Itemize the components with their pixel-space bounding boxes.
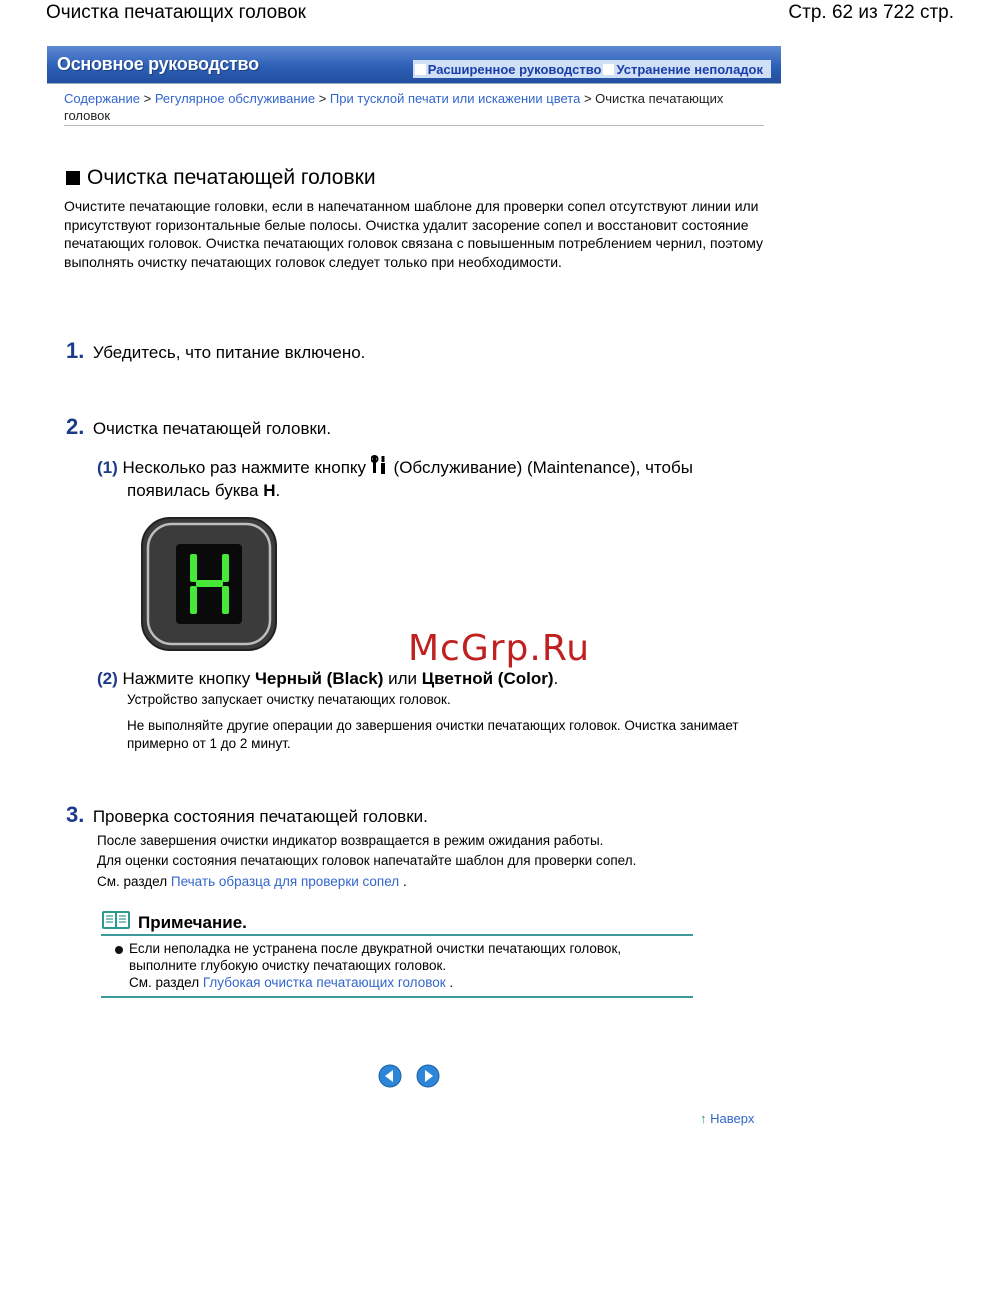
breadcrumb-current: Очистка печатающих головок (64, 91, 724, 123)
page-number: Стр. 62 из 722 стр. (788, 2, 954, 23)
reference-end: . (402, 874, 407, 889)
next-page-icon[interactable] (416, 1064, 440, 1088)
advanced-guide-link[interactable]: Расширенное руководство (427, 61, 602, 77)
letter-h: H (263, 481, 276, 500)
nozzle-check-link[interactable]: Печать образца для проверки сопел (170, 874, 400, 889)
book-icon (101, 909, 131, 931)
substep-text: Нажмите кнопку (122, 669, 251, 688)
breadcrumb (64, 90, 764, 124)
substep-text: Несколько раз нажмите кнопку (122, 458, 367, 477)
section-heading (66, 166, 376, 190)
troubleshooting-link[interactable]: Устранение неполадок (616, 61, 763, 77)
reference-prefix: См. раздел (129, 975, 200, 990)
substep-text: или (388, 669, 418, 688)
step-3-line: Для оценки состояния печатающих головок напечатайте шаблон для проверки сопел. (97, 853, 637, 868)
substep-2-result: Устройство запускает очистку печатающих головок. (127, 692, 451, 707)
note-title: Примечание. (138, 913, 247, 932)
display-character (140, 516, 141, 517)
square-bullet-icon (66, 171, 80, 185)
reference-prefix: См. раздел (97, 874, 168, 889)
step-text: Убедитесь, что питание включено. (92, 343, 366, 362)
step-3-reference (97, 873, 777, 891)
substep-1 (97, 455, 777, 502)
bullet-icon (115, 946, 123, 954)
reference-end: . (449, 975, 454, 990)
led-display (140, 516, 278, 652)
page-title: Очистка печатающих головок (46, 2, 306, 23)
note-text: Если неполадка не устранена после двукратной очистки печатающих головок, выполните глубокую очистку печатающих головок. (129, 941, 622, 973)
led-display-illustration (140, 516, 278, 652)
banner-title: Основное руководство (57, 54, 259, 74)
black-button-label: Черный (Black) (254, 669, 384, 688)
substep-text: появилась буква (127, 481, 259, 500)
substep-end: . (275, 481, 281, 500)
step-number: 1. (66, 338, 85, 363)
breadcrumb-separator: > (315, 91, 330, 106)
substep-end: . (553, 669, 559, 688)
substep-2 (97, 669, 777, 689)
substep-2-warning: Не выполняйте другие операции до завершения очистки печатающих головок. Очистка занимает примерно от 1 до 2 минут. (127, 718, 739, 751)
banner-links (413, 60, 771, 78)
substep-text: (Обслуживание) (Maintenance), чтобы (393, 458, 693, 477)
back-to-top (700, 1111, 754, 1126)
top-link[interactable]: Наверх (710, 1111, 755, 1126)
note-divider (101, 934, 693, 936)
breadcrumb-maintenance[interactable]: Регулярное обслуживание (154, 91, 316, 106)
previous-page-icon[interactable] (378, 1064, 402, 1088)
breadcrumb-separator: > (580, 91, 596, 106)
note-divider (101, 996, 693, 998)
page-navigation (378, 1064, 440, 1088)
step-1 (66, 338, 365, 364)
section-title: Очистка печатающей головки (87, 166, 376, 189)
divider (64, 125, 764, 126)
substep-number: (2) (97, 669, 118, 688)
deep-cleaning-link[interactable]: Глубокая очистка печатающих головок (202, 975, 446, 990)
step-text: Проверка состояния печатающей головки. (92, 807, 428, 826)
guide-banner (47, 46, 781, 84)
step-number: 3. (66, 802, 85, 827)
step-number: 2. (66, 414, 85, 439)
maintenance-icon (371, 455, 389, 475)
substep-number: (1) (97, 458, 118, 477)
breadcrumb-contents[interactable]: Содержание (64, 91, 140, 106)
step-text: Очистка печатающей головки. (92, 419, 332, 438)
step-2 (66, 414, 331, 440)
color-button-label: Цветной (Color) (421, 669, 554, 688)
intro-paragraph: Очистите печатающие головки, если в напечатанном шаблоне для проверки сопел отсутствуют линии или присутствуют горизонтальные белые полосы. Очистка удалит засорение сопел и восстановит состояние печатающих головок. Очистка печатающих головок связана с повышенным потреблением чернил, поэтому выполнять очистку печатающих головок следует только при необходимости. (64, 198, 764, 270)
breadcrumb-faint-print[interactable]: При тусклой печати или искажении цвета (329, 91, 581, 106)
up-arrow-icon: ↑ (700, 1111, 707, 1126)
square-icon (415, 64, 426, 75)
note-reference (129, 974, 669, 992)
watermark: McGrp.Ru (408, 628, 591, 669)
step-3 (66, 802, 428, 828)
square-icon (603, 64, 614, 75)
breadcrumb-separator: > (139, 91, 155, 106)
step-3-line: После завершения очистки индикатор возвращается в режим ожидания работы. (97, 833, 604, 848)
